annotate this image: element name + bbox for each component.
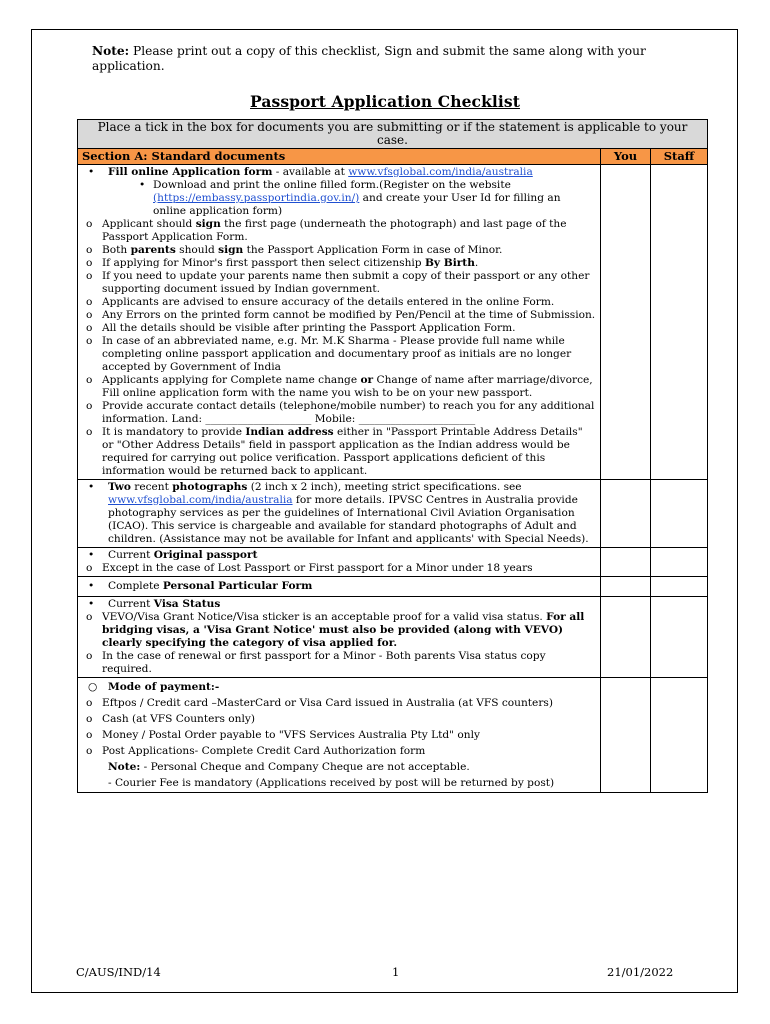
row-online-application [78, 165, 601, 480]
item-text: Current [108, 598, 154, 610]
bullet-icon: • [139, 179, 146, 191]
section-a-header: Section A: Standard documents [78, 149, 601, 165]
item-text: Complete [108, 580, 163, 592]
bullet-icon: • [88, 549, 95, 561]
courier-note: - Courier Fee is mandatory (Applications received by post will be returned by post) [108, 777, 555, 789]
section-header-row [78, 149, 708, 165]
page-number: 1 [392, 965, 400, 979]
you-checkbox-cell[interactable] [601, 577, 651, 597]
table-row [78, 165, 708, 480]
circle-bullet-icon: o [86, 218, 93, 230]
circle-bullet-icon: o [86, 257, 93, 269]
circle-bullet-icon: o [86, 322, 93, 334]
item-text: Post Applications- Complete Credit Card Authorization form [102, 745, 426, 757]
staff-checkbox-cell[interactable] [651, 480, 708, 548]
staff-checkbox-cell[interactable] [651, 597, 708, 678]
item-text: Both [102, 244, 131, 256]
instruction-row [78, 120, 708, 149]
circle-bullet-icon: o [86, 335, 93, 347]
you-checkbox-cell[interactable] [601, 548, 651, 577]
item-bold: Note: [108, 761, 141, 773]
you-column-header: You [601, 149, 651, 165]
staff-checkbox-cell[interactable] [651, 548, 708, 577]
circle-bullet-icon: o [86, 400, 93, 412]
document-date: 21/01/2022 [607, 965, 674, 979]
item-text: . [474, 257, 479, 269]
circle-bullet-icon: o [86, 713, 93, 725]
instruction-text: Place a tick in the box for documents you are submitting or if the statement is applicable to your case. [78, 120, 708, 149]
circle-bullet-icon: o [86, 611, 93, 623]
item-text: All the details should be visible after printing the Passport Application Form. [102, 322, 516, 334]
item-text: Applicants are advised to ensure accuracy of the details entered in the online Form. [102, 296, 555, 308]
item-text: If applying for Minor's first passport then select citizenship [102, 257, 425, 269]
table-row [78, 480, 708, 548]
staff-checkbox-cell[interactable] [651, 678, 708, 793]
item-text: Change of name after marriage/divorce, Fill online application form with the name you wish to be on your new passport. [102, 374, 593, 399]
circle-bullet-icon: o [86, 426, 93, 438]
bullet-icon: • [88, 580, 95, 592]
vfs-link[interactable]: www.vfsglobal.com/india/australia [108, 494, 293, 506]
item-text: for more details. IPVSC Centres in Australia provide photography services as per the guidelines of International Civil Aviation Organisation (ICAO). This service is chargeable and available for standard photographs of Adult and children. (Assistance may not be available for Infant and applicants' with Special Needs). [108, 494, 589, 545]
item-text: - Personal Cheque and Company Cheque are not acceptable. [140, 761, 470, 773]
row-visa-status [78, 597, 601, 678]
vfs-link[interactable]: www.vfsglobal.com/india/australia [348, 166, 533, 178]
item-text: If you need to update your parents name then submit a copy of their passport or any other supporting document issued by Indian government. [102, 270, 590, 295]
you-checkbox-cell[interactable] [601, 480, 651, 548]
circle-bullet-icon: o [86, 650, 93, 662]
item-text: In case of an abbreviated name, e.g. Mr. M.K Sharma - Please provide full name while completing online passport application and documentary proof as initials are no longer accepted by Government of India [102, 335, 572, 373]
item-text: (2 inch x 2 inch), meeting strict specifications. see [247, 481, 522, 493]
note-text: Please print out a copy of this checklist, Sign and submit the same along with your application. [92, 44, 646, 73]
row-photographs [78, 480, 601, 548]
bullet-icon: • [88, 481, 95, 493]
item-text: Eftpos / Credit card –MasterCard or Visa Card issued in Australia (at VFS counters) [102, 697, 553, 709]
item-bold: Original passport [153, 549, 258, 561]
row-mode-of-payment [78, 678, 601, 793]
item-text: the Passport Application Form in case of Minor. [243, 244, 503, 256]
item-bold: Two [108, 481, 131, 493]
table-row [78, 548, 708, 577]
item-bold: sign [218, 244, 244, 256]
item-text: the first page (underneath the photograph) and last page of the Passport Application Form. [102, 218, 567, 243]
item-text: In the case of renewal or first passport for a Minor - Both parents Visa status copy required. [102, 650, 546, 675]
page-title: Passport Application Checklist [250, 92, 520, 111]
row-original-passport [78, 548, 601, 577]
item-bold: or [360, 374, 374, 386]
circle-bullet-icon: o [86, 729, 93, 741]
item-text: Download and print the online filled form.(Register on the website [153, 179, 511, 191]
payment-note [82, 759, 596, 775]
table-row [78, 678, 708, 793]
item-text: - available at [272, 166, 349, 178]
item-text: It is mandatory to provide [102, 426, 246, 438]
item-text: Applicants applying for Complete name change [102, 374, 361, 386]
circle-bullet-icon: o [86, 296, 93, 308]
bullet-icon: • [88, 598, 95, 610]
item-bold: Visa Status [153, 598, 221, 610]
item-text: Any Errors on the printed form cannot be modified by Pen/Pencil at the time of Submission. [102, 309, 596, 321]
item-bold: Indian address [245, 426, 334, 438]
circle-bullet-icon: o [86, 374, 93, 386]
staff-checkbox-cell[interactable] [651, 165, 708, 480]
item-text: either in "Passport Printable Address Details" or "Other Address Details" field in passport application as the Indian address would be required for carrying out police verification. Passport applications deficient of this information would be returned back to applicant. [102, 426, 583, 477]
item-text: Cash (at VFS Counters only) [102, 713, 255, 725]
circle-bullet-icon: o [86, 745, 93, 757]
item-bold: For all bridging visas, a 'Visa Grant Notice' must also be provided (along with VEVO) clearly specifying the category of visa applied for. [102, 611, 585, 649]
item-bold: photographs [172, 481, 248, 493]
circle-bullet-icon: o [86, 270, 93, 282]
item-text: Except in the case of Lost Passport or First passport for a Minor under 18 years [102, 562, 533, 574]
circle-bullet-icon: o [86, 244, 93, 256]
item-text: Provide accurate contact details (telephone/mobile number) to reach you for any additional information. Land: ____________________ Mobile: ______________________ [102, 400, 595, 425]
staff-checkbox-cell[interactable] [651, 577, 708, 597]
row-personal-particular-form [78, 577, 601, 597]
you-checkbox-cell[interactable] [601, 597, 651, 678]
item-text: and create your User Id for filling an online application form) [153, 192, 561, 217]
item-text: should [175, 244, 219, 256]
item-text: VEVO/Visa Grant Notice/Visa sticker is an acceptable proof for a valid visa status. [102, 611, 547, 623]
table-row [78, 597, 708, 678]
staff-column-header: Staff [651, 149, 708, 165]
item-bold: sign [195, 218, 221, 230]
table-row [78, 577, 708, 597]
item-title: Fill online Application form [108, 166, 273, 178]
item-bold: parents [130, 244, 176, 256]
circle-bullet-icon: ○ [88, 681, 98, 693]
item-bold: By Birth [424, 257, 475, 269]
you-checkbox-cell[interactable] [601, 678, 651, 793]
item-text: recent [130, 481, 173, 493]
circle-bullet-icon: o [86, 697, 93, 709]
item-text: Money / Postal Order payable to "VFS Services Australia Pty Ltd" only [102, 729, 480, 741]
item-text: Current [108, 549, 154, 561]
document-code: C/AUS/IND/14 [76, 965, 161, 979]
circle-bullet-icon: o [86, 309, 93, 321]
circle-bullet-icon: o [86, 562, 93, 574]
item-bold: Personal Particular Form [162, 580, 313, 592]
note-paragraph [92, 44, 692, 74]
item-bold: Mode of payment:- [108, 681, 220, 693]
checklist-table [77, 119, 708, 793]
note-label: Note: [92, 44, 130, 58]
item-text: Applicant should [102, 218, 196, 230]
bullet-icon: • [88, 166, 95, 178]
passportindia-link[interactable]: (https://embassy.passportindia.gov.in/) [153, 192, 360, 204]
you-checkbox-cell[interactable] [601, 165, 651, 480]
